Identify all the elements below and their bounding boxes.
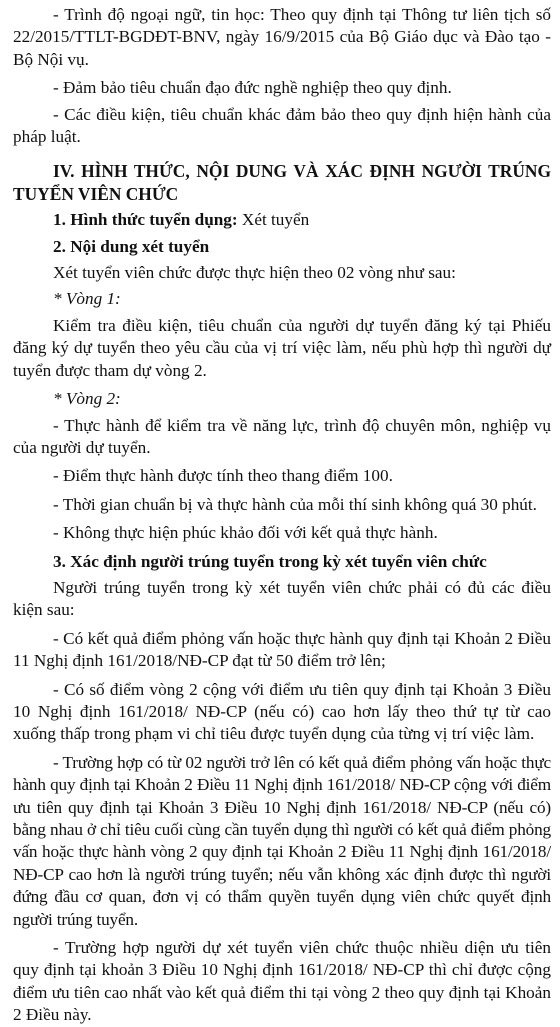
round-2-item: - Thời gian chuẩn bị và thực hành của mỗi thí sinh không quá 30 phút.: [53, 494, 537, 514]
round-1-label: * Vòng 1:: [53, 289, 121, 309]
paragraph-foreign-language-it: - Trình độ ngoại ngữ, tin học: Theo quy định tại Thông tư liên tịch số 22/2015/TTLT-BGDĐT-BNV, ngày 16/9/2015 của Bộ Giáo dục và Đào tạo - Bộ Nội vụ.: [13, 5, 551, 69]
subsection-3: [13, 551, 551, 573]
subsection-2-intro: Xét tuyển viên chức được thực hiện theo 02 vòng như sau:: [53, 263, 456, 283]
section-title: IV. HÌNH THỨC, NỘI DUNG VÀ XÁC ĐỊNH NGƯỜI TRÚNG TUYỂN VIÊN CHỨC: [13, 161, 551, 204]
paragraph-ethics-standard: - Đảm bảo tiêu chuẩn đạo đức nghề nghiệp theo quy định.: [53, 78, 452, 98]
round-1-text: Kiểm tra điều kiện, tiêu chuẩn của người dự tuyển đăng ký tại Phiếu đăng ký dự tuyển theo yêu cầu của vị trí việc làm, nếu phù hợp thì người dự tuyển được tham dự vòng 2.: [13, 315, 551, 380]
subsection-3-label: 3. Xác định người trúng tuyển trong kỳ xét tuyển viên chức: [53, 551, 487, 571]
round-2-item: - Điểm thực hành được tính theo thang điểm 100.: [53, 466, 393, 486]
criteria-item: - Trường hợp người dự xét tuyển viên chức thuộc nhiều diện ưu tiên quy định tại khoản 3 Điều 10 Nghị định 161/2018/ NĐ-CP thì chỉ được cộng điểm ưu tiên cao nhất vào kết quả điểm thi tại vòng 2 theo quy định tại Khoản 2 Điều này.: [13, 938, 551, 1025]
subsection-2-label: 2. Nội dung xét tuyển: [53, 236, 210, 256]
round-2-item: - Thực hành để kiểm tra về năng lực, trình độ chuyên môn, nghiệp vụ của người dự tuyển.: [13, 415, 551, 457]
criteria-item: - Có kết quả điểm phỏng vấn hoặc thực hành quy định tại Khoản 2 Điều 11 Nghị định 161/2018/NĐ-CP đạt từ 50 điểm trở lên;: [13, 628, 551, 671]
round-2-label: * Vòng 2:: [53, 389, 121, 409]
subsection-1-value: Xét tuyển: [237, 210, 310, 230]
criteria-item: - Có số điểm vòng 2 cộng với điểm ưu tiên quy định tại Khoản 3 Điều 10 Nghị định 161/2018/ NĐ-CP (nếu có) cao hơn lấy theo thứ tự từ cao xuống thấp trong phạm vi chỉ tiêu được tuyển dụng của từng vị trí việc làm.: [13, 679, 551, 744]
criteria-item: - Trường hợp có từ 02 người trở lên có kết quả điểm phỏng vấn hoặc thực hành quy định tại Khoản 2 Điều 11 Nghị định 161/2018/ NĐ-CP cộng với điểm ưu tiên quy định tại Khoản 3 Điều 10 Nghị định 161/2018/ NĐ-CP (nếu có) bằng nhau ở chỉ tiêu cuối cùng cần tuyển dụng thì người có kết quả điểm phỏng vấn hoặc thực hành vòng 2 quy định tại Khoản 2 Điều 11 Nghị định 161/2018/ NĐ-CP cao hơn là người trúng tuyển; nếu vẫn không xác định được thì người đứng đầu cơ quan, đơn vị có thẩm quyền tuyển dụng viên chức quyết định người trúng tuyển.: [13, 752, 551, 929]
subsection-2: [13, 236, 551, 258]
round-2-item: - Không thực hiện phúc khảo đối với kết quả thực hành.: [53, 523, 438, 543]
subsection-1: [13, 209, 551, 231]
paragraph-other-conditions: - Các điều kiện, tiêu chuẩn khác đảm bảo theo quy định hiện hành của pháp luật.: [13, 104, 551, 147]
subsection-3-intro: Người trúng tuyển trong kỳ xét tuyển viên chức phải có đủ các điều kiện sau:: [13, 577, 551, 620]
subsection-1-label: 1. Hình thức tuyển dụng:: [53, 210, 238, 230]
